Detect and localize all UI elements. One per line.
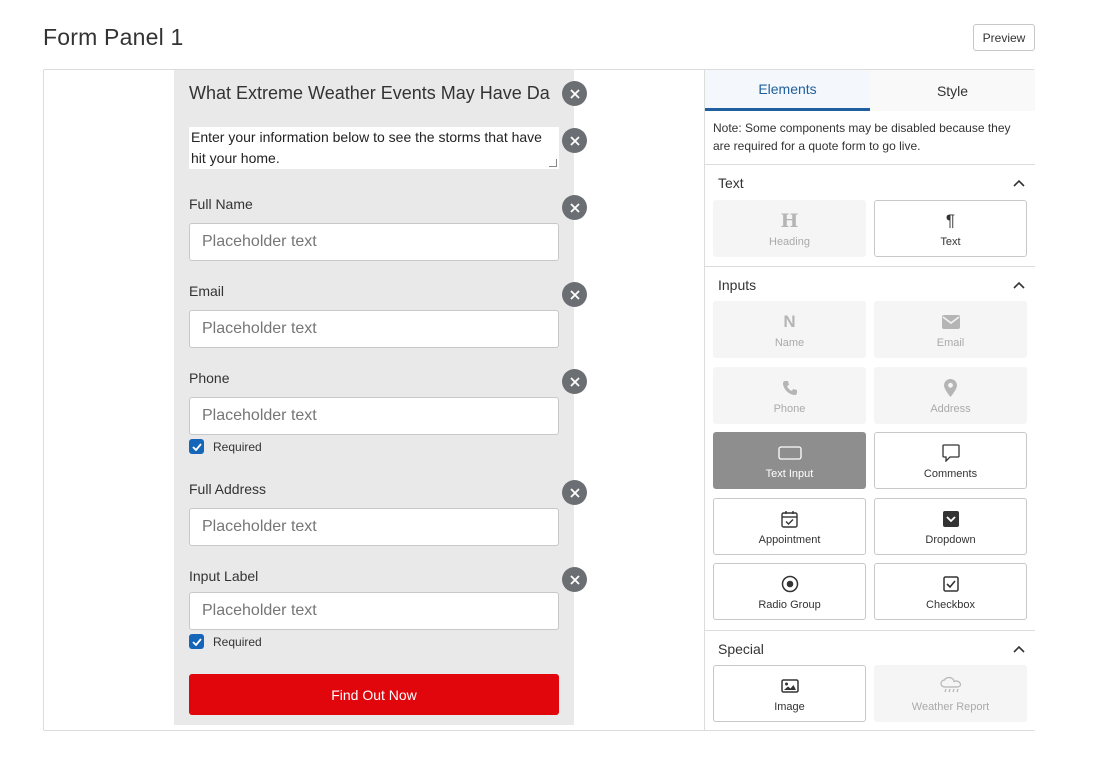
tile-label: Name (774, 337, 805, 349)
remove-description-button[interactable] (562, 128, 587, 153)
input-label-required-row (189, 634, 262, 649)
field-label-input-label: Input Label (189, 568, 259, 584)
tab-style[interactable]: Style (870, 70, 1035, 111)
tile-label: Comments (923, 468, 978, 480)
email-input[interactable]: Placeholder text (189, 310, 559, 348)
image-icon (781, 674, 799, 698)
tile-appointment[interactable] (713, 498, 866, 555)
field-label-full-name: Full Name (189, 196, 253, 212)
name-icon: N (783, 312, 796, 331)
remove-input-label-button[interactable] (562, 567, 587, 592)
form-canvas (174, 70, 574, 725)
section-header-inputs[interactable] (705, 266, 1035, 302)
field-label-email: Email (189, 283, 225, 299)
tile-text[interactable] (874, 200, 1027, 257)
tile-weather-report[interactable] (874, 665, 1027, 722)
submit-button[interactable]: Find Out Now (189, 674, 559, 715)
tile-label: Appointment (758, 534, 821, 546)
tile-label: Image (774, 701, 805, 713)
tile-label: Radio Group (758, 599, 821, 611)
tile-text-input[interactable] (713, 432, 866, 489)
cloud-rain-icon (940, 674, 962, 698)
remove-email-button[interactable] (562, 282, 587, 307)
text-input[interactable]: Placeholder text (189, 592, 559, 630)
full-name-input[interactable]: Placeholder text (189, 223, 559, 261)
section-title-special: Special (718, 640, 764, 657)
panel-tabs (705, 70, 1035, 111)
tile-checkbox[interactable] (874, 563, 1027, 620)
input-label-required-checkbox[interactable] (189, 634, 204, 649)
preview-button[interactable]: Preview (973, 24, 1035, 51)
phone-required-checkbox[interactable] (189, 439, 204, 454)
section-header-text[interactable] (705, 164, 1035, 200)
tile-name[interactable] (713, 301, 866, 358)
tile-radio-group[interactable] (713, 563, 866, 620)
tab-elements[interactable]: Elements (705, 70, 870, 111)
remove-phone-button[interactable] (562, 369, 587, 394)
panel-note: Note: Some components may be disabled because they are required for a quote form to go live. (713, 121, 1011, 153)
calendar-check-icon (781, 507, 798, 531)
text-input-icon (778, 441, 802, 465)
section-header-special[interactable] (705, 630, 1035, 666)
form-title[interactable]: What Extreme Weather Events May Have Da (189, 83, 550, 103)
tile-phone[interactable] (713, 367, 866, 424)
tile-label: Checkbox (926, 599, 975, 611)
close-icon (570, 136, 580, 146)
dropdown-icon (943, 507, 959, 531)
tile-comments[interactable] (874, 432, 1027, 489)
checkmark-icon (192, 638, 202, 646)
close-icon (570, 488, 580, 498)
page-title: Form Panel 1 (43, 24, 184, 50)
map-pin-icon (944, 376, 957, 400)
tile-email[interactable] (874, 301, 1027, 358)
tile-label: Address (930, 403, 971, 415)
envelope-icon (942, 310, 960, 334)
checkmark-icon (192, 443, 202, 451)
heading-icon: H (780, 210, 799, 232)
tile-heading[interactable] (713, 200, 866, 257)
close-icon (570, 203, 580, 213)
tile-label: Phone (773, 403, 806, 415)
paragraph-icon: ¶ (945, 211, 956, 230)
resize-handle-icon[interactable] (549, 159, 557, 167)
checkbox-icon (943, 572, 959, 596)
chevron-up-icon (1013, 179, 1025, 187)
remove-full-address-button[interactable] (562, 480, 587, 505)
tile-address[interactable] (874, 367, 1027, 424)
speech-bubble-icon (942, 441, 960, 465)
tile-label: Text Input (765, 468, 814, 480)
full-address-input[interactable]: Placeholder text (189, 508, 559, 546)
section-title-text: Text (718, 174, 744, 191)
tile-label: Heading (769, 236, 810, 248)
close-icon (570, 377, 580, 387)
input-label-required-label: Required (213, 634, 262, 649)
remove-full-name-button[interactable] (562, 195, 587, 220)
close-icon (570, 89, 580, 99)
editor-frame (43, 69, 1035, 731)
tile-label: Email (936, 337, 965, 349)
elements-panel (704, 70, 1035, 730)
tile-image[interactable] (713, 665, 866, 722)
chevron-up-icon (1013, 645, 1025, 653)
close-icon (570, 575, 580, 585)
form-description[interactable] (189, 127, 559, 169)
form-description-text: Enter your information below to see the storms that have hit your home. (191, 129, 542, 166)
tile-label: Dropdown (925, 534, 976, 546)
tile-label: Weather Report (911, 701, 990, 713)
phone-required-row (189, 439, 262, 454)
field-label-full-address: Full Address (189, 481, 267, 497)
remove-title-button[interactable] (562, 81, 587, 106)
field-label-phone: Phone (189, 370, 230, 386)
close-icon (570, 290, 580, 300)
tile-dropdown[interactable] (874, 498, 1027, 555)
phone-required-label: Required (213, 439, 262, 454)
phone-icon (782, 376, 798, 400)
tile-label: Text (940, 236, 961, 248)
section-title-inputs: Inputs (718, 276, 757, 293)
chevron-up-icon (1013, 281, 1025, 289)
radio-icon (781, 572, 799, 596)
phone-input[interactable]: Placeholder text (189, 397, 559, 435)
